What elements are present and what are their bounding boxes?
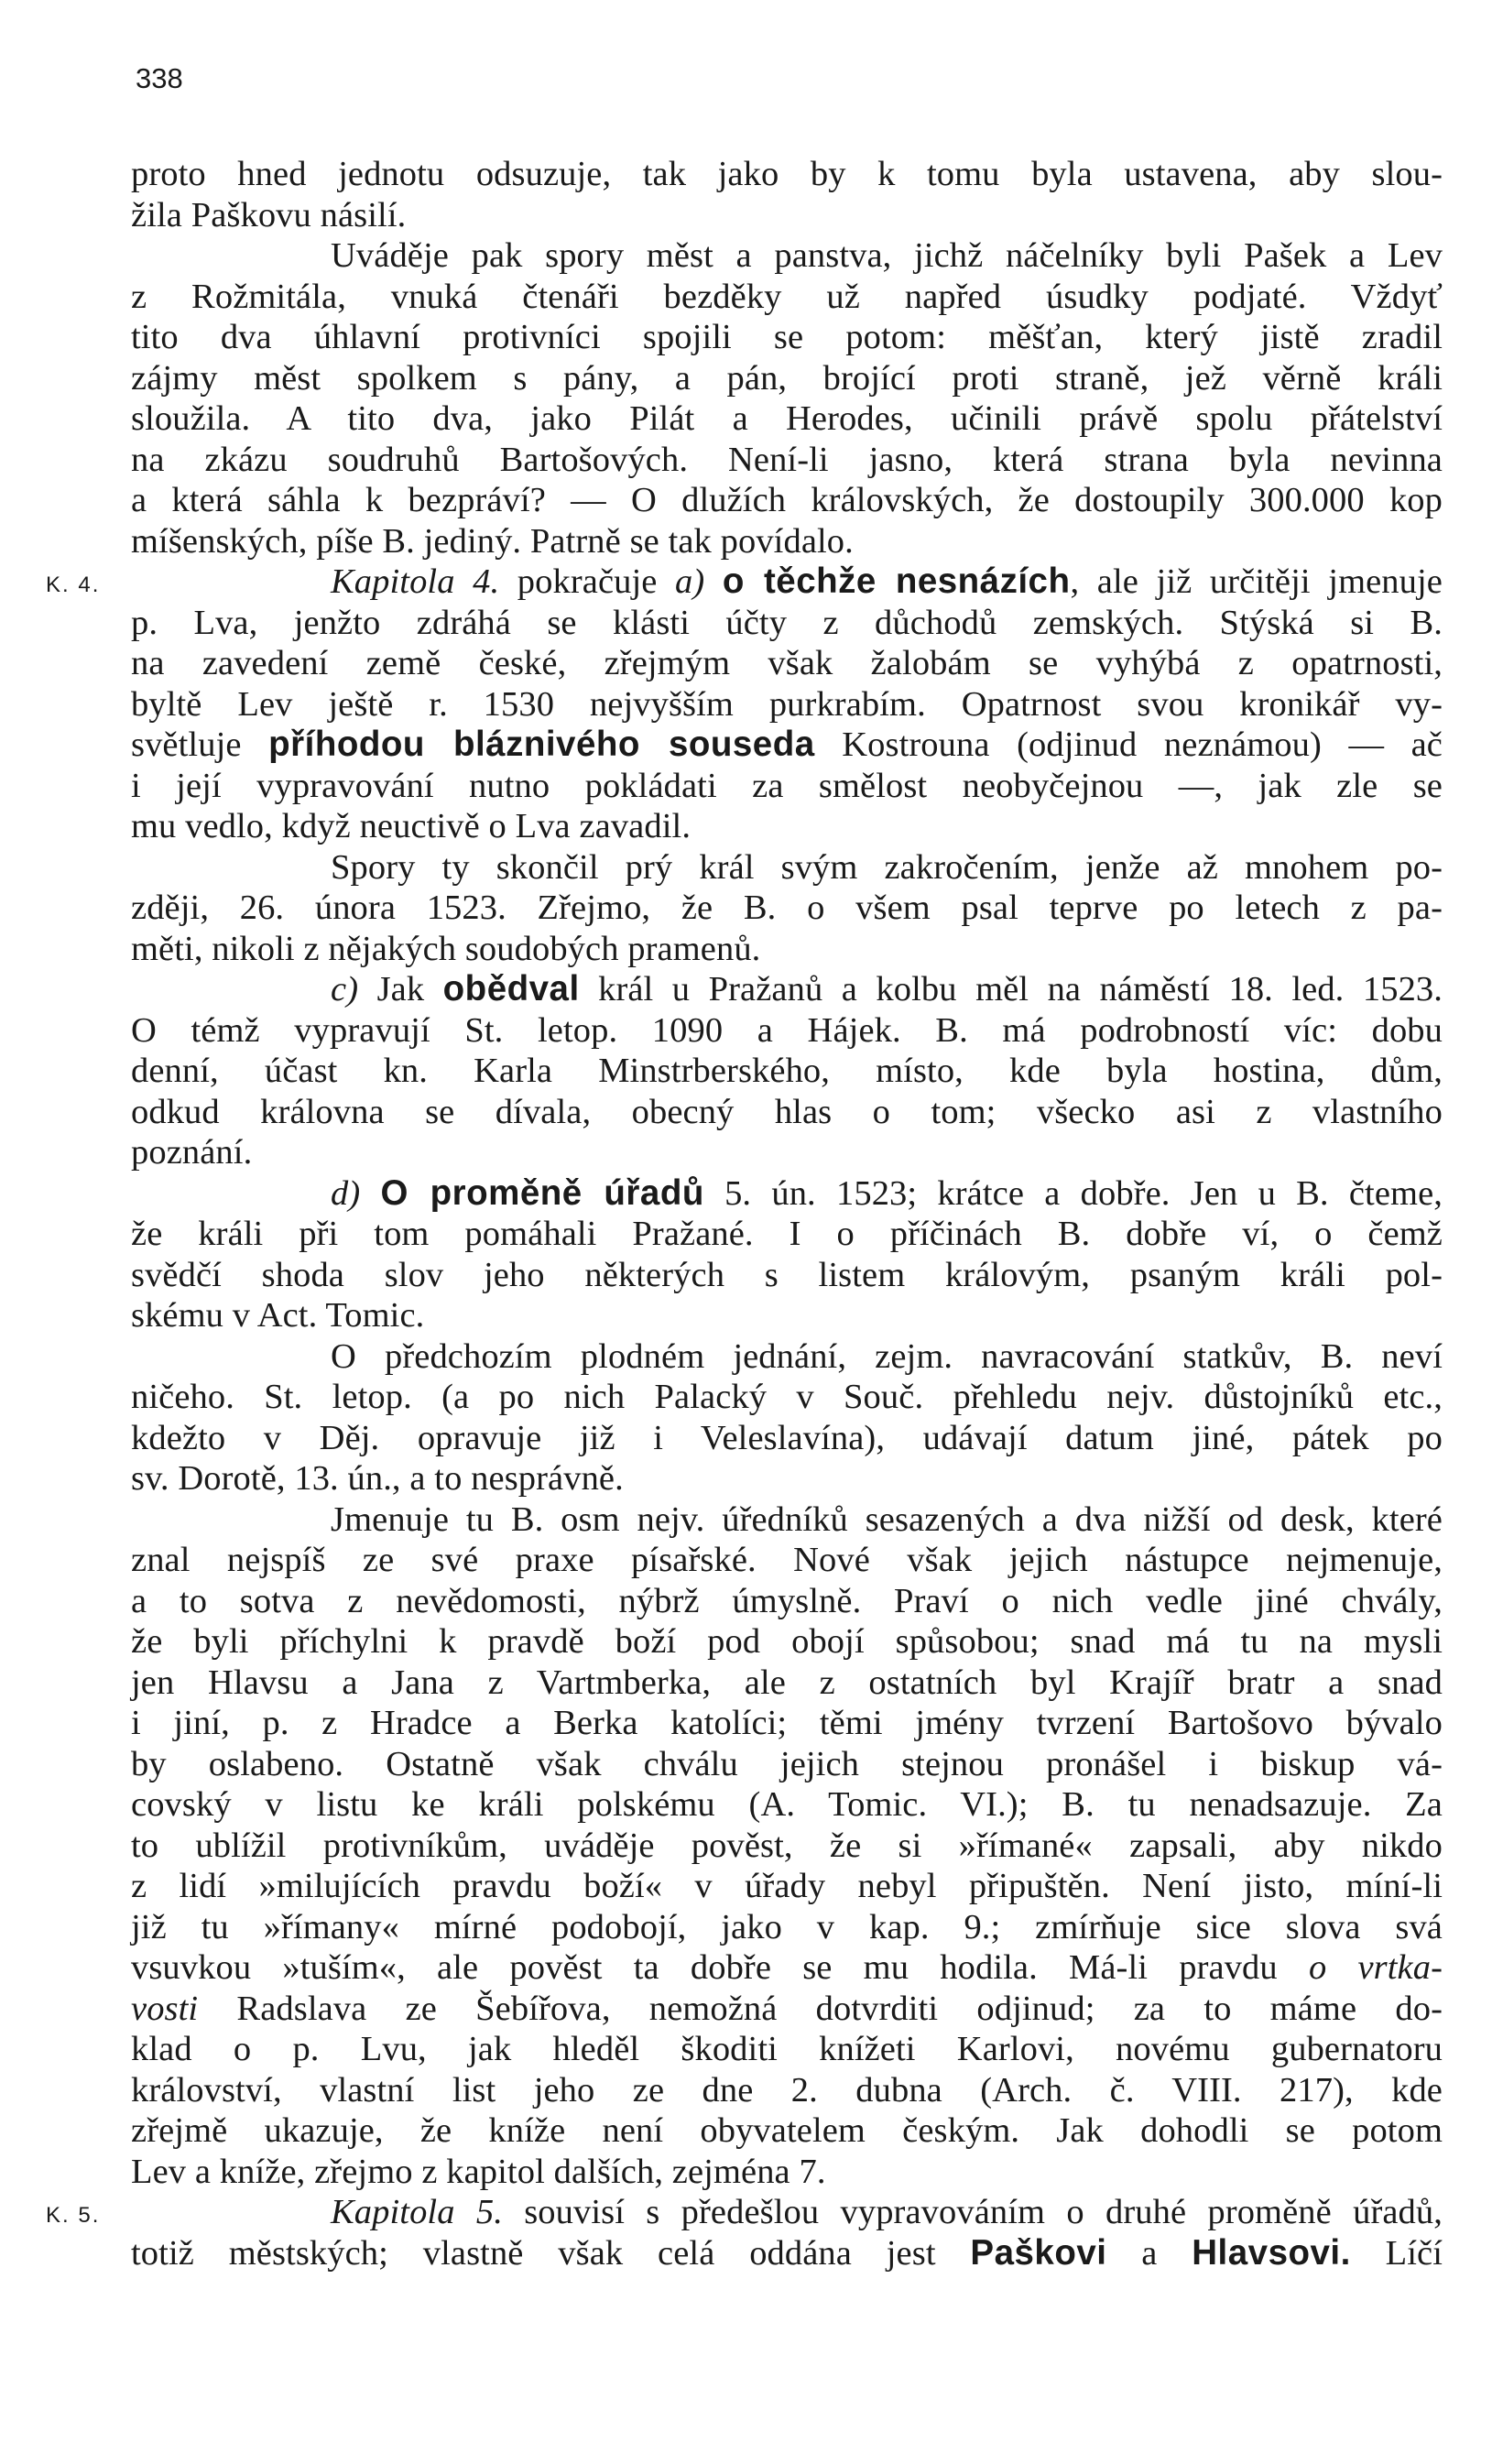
- text-line: [131, 929, 1443, 970]
- text-line: [131, 1336, 1443, 1378]
- text-line: [131, 1458, 1443, 1499]
- text-line: [131, 684, 1443, 725]
- text-line: [131, 2029, 1443, 2070]
- text-line: [131, 603, 1443, 644]
- text-line: [131, 1989, 1443, 2030]
- text-line: [131, 2070, 1443, 2111]
- text-segment: zájmy měst spolkem s pány, a pán, brojící proti straně, jež věrně králi: [131, 358, 1443, 398]
- text-segment: , ale již určitěji jmenuje: [1070, 562, 1443, 601]
- text-segment: O předchozím plodném jednání, zejm. navracování statkův, B. neví: [331, 1336, 1443, 1376]
- text-line: [131, 1540, 1443, 1581]
- text-segment: že králi při tom pomáhali Pražané. I o příčinách B. dobře ví, o čemž: [131, 1215, 1443, 1253]
- text-segment: světluje: [131, 725, 269, 764]
- text-line: [131, 2192, 1443, 2233]
- text-segment: svědčí shoda slov jeho některých s listem královým, psaným králi pol-: [131, 1255, 1443, 1294]
- text-line: [131, 1663, 1443, 1704]
- text-line: [131, 969, 1443, 1010]
- text-segment: již tu »římany« mírné podobojí, jako v kap. 9.; zmírňuje sice slova svá: [131, 1907, 1443, 1946]
- text-line: [131, 806, 1443, 847]
- text-line: [131, 1744, 1443, 1785]
- margin-note: K. 4.: [46, 572, 101, 597]
- italic-text: c): [331, 970, 359, 1008]
- text-line: [131, 1418, 1443, 1459]
- text-line: [131, 2152, 1443, 2193]
- text-segment: ničeho. St. letop. (a po nich Palacký v Souč. přehledu nejv. důstojníků etc.,: [131, 1378, 1443, 1416]
- text-line: [131, 1703, 1443, 1744]
- text-line: [131, 480, 1443, 521]
- text-line: [131, 277, 1443, 318]
- text-segment: covský v listu ke králi polskému (A. Tomic. VI.); B. tu nenadsazuje. Za: [131, 1785, 1443, 1824]
- text-segment: Spory ty skončil prý král svým zakročením, jenže až mnohem po-: [331, 847, 1443, 887]
- text-segment: pokračuje: [499, 562, 676, 601]
- text-segment: sv. Dorotě, 13. ún., a to nesprávně.: [131, 1459, 624, 1498]
- text-segment: mu vedlo, když neuctivě o Lva zavadil.: [131, 807, 692, 845]
- text-segment: jen Hlavsu a Jana z Vartmberka, ale z ostatních byl Krajíř bratr a snad: [131, 1663, 1443, 1702]
- text-segment: p. Lva, jenžto zdráhá se klásti účty z důchodů zemských. Stýská si B.: [131, 603, 1443, 642]
- text-segment: a to sotva z nevědomosti, nýbrž úmyslně. Praví o nich vedle jiné chvály,: [131, 1581, 1443, 1620]
- text-segment: Radslava ze Šebířova, nemožná dotvrditi odjinud; za to máme do-: [198, 1989, 1443, 2028]
- italic-text: Kapitola 5.: [331, 2193, 503, 2231]
- page-number: 338: [136, 62, 183, 94]
- text-segment: znal nejspíš ze své praxe písařské. Nové však jejich nástupce nejmenuje,: [131, 1541, 1443, 1579]
- text-segment: tito dva úhlavní protivníci spojili se potom: měšťan, který jistě zradil: [131, 318, 1443, 356]
- text-segment: Líčí: [1350, 2233, 1443, 2273]
- text-segment: skému v Act. Tomic.: [131, 1296, 425, 1335]
- emphasis-text: příhodou bláznivého souseda: [268, 725, 815, 764]
- text-line: [131, 1784, 1443, 1826]
- text-line: [131, 1826, 1443, 1867]
- text-line: [131, 1499, 1443, 1541]
- text-segment: a která sáhla k bezpráví? — O dlužích královských, že dostoupily 300.000 kop: [131, 481, 1443, 519]
- text-line: [131, 1173, 1443, 1215]
- emphasis-text: O proměně úřadů: [380, 1172, 704, 1213]
- margin-note: K. 5.: [46, 2203, 101, 2228]
- text-segment: zřejmě ukazuje, že kníže není obyvatelem českým. Jak dohodli se potom: [131, 2111, 1443, 2150]
- text-line: [131, 317, 1443, 358]
- text-line: [131, 521, 1443, 562]
- italic-text: d): [331, 1173, 361, 1213]
- text-segment: Lev a kníže, zřejmo z kapitol dalších, zejména 7.: [131, 2152, 826, 2191]
- text-segment: [360, 1174, 380, 1213]
- text-segment: král u Pražanů a kolbu měl na náměstí 18. led. 1523.: [579, 970, 1443, 1008]
- text-segment: žila Paškovu násilí.: [131, 195, 407, 234]
- text-segment: zději, 26. února 1523. Zřejmo, že B. o všem psal teprve po letech z pa-: [131, 889, 1443, 927]
- text-segment: Jak: [358, 970, 443, 1008]
- text-segment: na zavedení země české, zřejmým však žalobám se vyhýbá z opatrnosti,: [131, 644, 1443, 682]
- text-segment: a: [1106, 2233, 1193, 2273]
- emphasis-text: o těchže nesnázích: [722, 561, 1071, 601]
- text-line: [131, 1132, 1443, 1173]
- text-line: [131, 2233, 1443, 2274]
- text-line: [131, 2110, 1443, 2152]
- text-line: [131, 725, 1443, 766]
- text-segment: O témž vypravují St. letop. 1090 a Hájek. B. má podrobností víc: dobu: [131, 1010, 1443, 1050]
- text-line: [131, 847, 1443, 889]
- text-segment: z Rožmitála, vnuká čtenáři bezděky už napřed úsudky podjaté. Vždyť: [131, 277, 1443, 316]
- italic-text: a): [675, 562, 705, 601]
- text-line: [131, 440, 1443, 481]
- text-line: [131, 1010, 1443, 1052]
- text-segment: poznání.: [131, 1133, 253, 1172]
- text-segment: 5. ún. 1523; krátce a dobře. Jen u B. čteme,: [703, 1173, 1443, 1213]
- body-text: [131, 154, 1443, 2273]
- text-line: [131, 1255, 1443, 1296]
- text-line: [131, 1907, 1443, 1948]
- text-segment: království, vlastní list jeho ze dne 2. dubna (Arch. č. VIII. 217), kde: [131, 2070, 1443, 2110]
- text-segment: z lidí »milujících pravdu boží« v úřady nebyl připuštěn. Není jisto, míní-li: [131, 1867, 1443, 1905]
- text-line: [131, 235, 1443, 277]
- text-segment: proto hned jednotu odsuzuje, tak jako by k tomu byla ustavena, aby slou-: [131, 155, 1443, 193]
- italic-text: Kapitola 4.: [331, 562, 500, 601]
- emphasis-text: obědval: [442, 969, 580, 1008]
- text-line: [131, 1092, 1443, 1133]
- text-segment: sloužila. A tito dva, jako Pilát a Herodes, učinili právě spolu přátelství: [131, 399, 1443, 438]
- text-segment: Jmenuje tu B. osm nejv. úředníků sesazených a dva nižší od desk, které: [331, 1499, 1443, 1539]
- text-line: [131, 766, 1443, 807]
- text-line: [131, 1051, 1443, 1092]
- text-segment: to ublížil protivníkům, uváděje pověst, že si »římané« zapsali, aby nikdo: [131, 1826, 1443, 1865]
- text-line: [131, 154, 1443, 195]
- text-segment: Uváděje pak spory měst a panstva, jichž náčelníky byli Pašek a Lev: [331, 236, 1443, 275]
- text-line: [131, 1581, 1443, 1622]
- text-segment: i jiní, p. z Hradce a Berka katolíci; těmi jmény tvrzení Bartošovo bývalo: [131, 1704, 1443, 1742]
- emphasis-text: Paškovi: [970, 2232, 1107, 2273]
- text-segment: vsuvkou »tuším«, ale pověst ta dobře se mu hodila. Má-li pravdu: [131, 1948, 1309, 1987]
- text-segment: měti, nikoli z nějakých soudobých pramenů.: [131, 929, 761, 968]
- text-line: [131, 1621, 1443, 1663]
- text-segment: že byli příchylni k pravdě boží pod obojí spůsobou; snad má tu na mysli: [131, 1622, 1443, 1661]
- emphasis-text: Hlavsovi.: [1192, 2232, 1351, 2273]
- text-segment: denní, účast kn. Karla Minstrberského, místo, kde byla hostina, dům,: [131, 1052, 1443, 1090]
- text-line: [131, 398, 1443, 440]
- text-segment: kdežto v Děj. opravuje již i Veleslavína), udávají datum jiné, pátek po: [131, 1418, 1443, 1457]
- text-segment: odkud královna se dívala, obecný hlas o tom; všecko asi z vlastního: [131, 1092, 1443, 1131]
- text-segment: míšenských, píše B. jediný. Patrně se tak povídalo.: [131, 521, 854, 561]
- text-line: [131, 1214, 1443, 1255]
- text-segment: byltě Lev ještě r. 1530 nejvyšším purkrabím. Opatrnost svou kronikář vy-: [131, 684, 1443, 724]
- text-line: [131, 643, 1443, 684]
- text-line: [131, 1947, 1443, 1989]
- italic-text: o vrtka-: [1308, 1948, 1443, 1987]
- text-segment: [704, 562, 723, 601]
- text-line: [131, 561, 1443, 603]
- text-segment: na zkázu soudruhů Bartošových. Není-li jasno, která strana byla nevinna: [131, 440, 1443, 479]
- text-segment: totiž městských; vlastně však celá oddána jest: [131, 2233, 971, 2273]
- italic-text: vosti: [131, 1989, 199, 2028]
- text-line: [131, 1866, 1443, 1907]
- text-line: [131, 1295, 1443, 1336]
- text-line: [131, 358, 1443, 399]
- text-segment: Kostrouna (odjinud neznámou) — ač: [814, 725, 1443, 764]
- text-line: [131, 195, 1443, 236]
- text-segment: souvisí s předešlou vypravováním o druhé proměně úřadů,: [502, 2193, 1443, 2231]
- text-segment: by oslabeno. Ostatně však chválu jejich stejnou pronášel i biskup vá-: [131, 1744, 1443, 1783]
- text-segment: klad o p. Lvu, jak hleděl škoditi knížeti Karlovi, novému gubernatoru: [131, 2030, 1443, 2068]
- text-segment: i její vypravování nutno pokládati za smělost neobyčejnou —, jak zle se: [131, 766, 1443, 805]
- text-line: [131, 1377, 1443, 1418]
- text-line: [131, 888, 1443, 929]
